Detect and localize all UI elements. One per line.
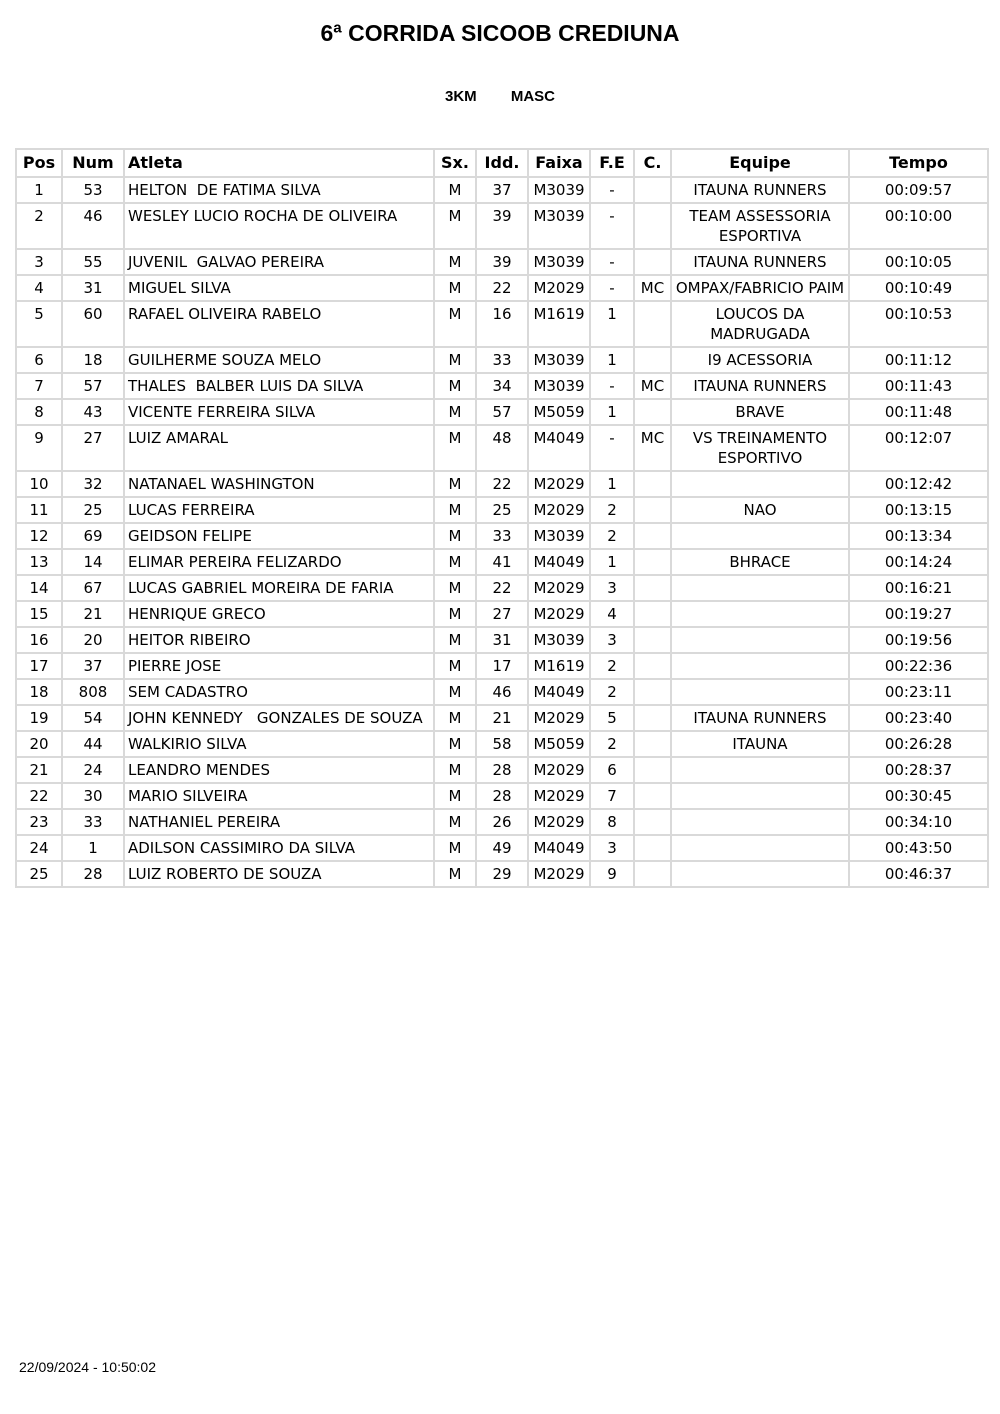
cell-fe: 1 (590, 347, 634, 373)
cell-idd: 26 (476, 809, 528, 835)
cell-pos: 2 (16, 203, 62, 249)
table-row (16, 523, 988, 549)
cell-sx: M (434, 425, 476, 471)
cell-atleta: GUILHERME SOUZA MELO (124, 347, 434, 373)
cell-idd: 46 (476, 679, 528, 705)
cell-atleta: JUVENIL GALVAO PEREIRA (124, 249, 434, 275)
cell-equipe: ITAUNA RUNNERS (671, 177, 849, 203)
cell-faixa: M2029 (528, 783, 590, 809)
cell-idd: 28 (476, 757, 528, 783)
cell-atleta: WESLEY LUCIO ROCHA DE OLIVEIRA (124, 203, 434, 249)
cell-equipe (671, 523, 849, 549)
cell-c (634, 399, 671, 425)
column-header-tempo: Tempo (849, 149, 988, 177)
cell-tempo: 00:10:05 (849, 249, 988, 275)
cell-faixa: M2029 (528, 471, 590, 497)
cell-fe: 7 (590, 783, 634, 809)
cell-pos: 19 (16, 705, 62, 731)
cell-num: 32 (62, 471, 124, 497)
cell-atleta: ELIMAR PEREIRA FELIZARDO (124, 549, 434, 575)
cell-atleta: LUIZ ROBERTO DE SOUZA (124, 861, 434, 887)
cell-pos: 7 (16, 373, 62, 399)
cell-faixa: M4049 (528, 679, 590, 705)
cell-equipe (671, 575, 849, 601)
results-table (15, 148, 989, 888)
cell-idd: 22 (476, 275, 528, 301)
cell-pos: 8 (16, 399, 62, 425)
cell-tempo: 00:43:50 (849, 835, 988, 861)
cell-fe: 3 (590, 575, 634, 601)
cell-fe: 1 (590, 549, 634, 575)
cell-c: MC (634, 275, 671, 301)
cell-idd: 33 (476, 523, 528, 549)
category-label: MASC (510, 88, 555, 105)
cell-num: 808 (62, 679, 124, 705)
cell-fe: 4 (590, 601, 634, 627)
cell-sx: M (434, 497, 476, 523)
cell-pos: 20 (16, 731, 62, 757)
cell-sx: M (434, 275, 476, 301)
cell-tempo: 00:28:37 (849, 757, 988, 783)
cell-c (634, 835, 671, 861)
cell-tempo: 00:12:07 (849, 425, 988, 471)
table-row (16, 497, 988, 523)
column-header-num: Num (62, 149, 124, 177)
cell-equipe: I9 ACESSORIA (671, 347, 849, 373)
cell-fe: 2 (590, 653, 634, 679)
cell-faixa: M3039 (528, 177, 590, 203)
cell-num: 54 (62, 705, 124, 731)
table-row (16, 549, 988, 575)
cell-idd: 21 (476, 705, 528, 731)
cell-num: 60 (62, 301, 124, 347)
cell-atleta: HENRIQUE GRECO (124, 601, 434, 627)
cell-tempo: 00:14:24 (849, 549, 988, 575)
cell-c (634, 177, 671, 203)
cell-fe: - (590, 177, 634, 203)
cell-equipe (671, 679, 849, 705)
cell-sx: M (434, 399, 476, 425)
cell-c (634, 249, 671, 275)
cell-c (634, 549, 671, 575)
cell-fe: 1 (590, 471, 634, 497)
table-row (16, 835, 988, 861)
cell-num: 55 (62, 249, 124, 275)
cell-idd: 27 (476, 601, 528, 627)
cell-sx: M (434, 347, 476, 373)
cell-faixa: M2029 (528, 275, 590, 301)
cell-pos: 22 (16, 783, 62, 809)
cell-pos: 15 (16, 601, 62, 627)
cell-faixa: M2029 (528, 601, 590, 627)
cell-c: MC (634, 425, 671, 471)
cell-sx: M (434, 679, 476, 705)
cell-equipe (671, 861, 849, 887)
cell-sx: M (434, 731, 476, 757)
cell-idd: 34 (476, 373, 528, 399)
cell-atleta: LUIZ AMARAL (124, 425, 434, 471)
cell-fe: 2 (590, 523, 634, 549)
cell-num: 69 (62, 523, 124, 549)
table-row (16, 601, 988, 627)
cell-equipe: TEAM ASSESSORIA ESPORTIVA (671, 203, 849, 249)
cell-equipe (671, 653, 849, 679)
cell-c (634, 497, 671, 523)
distance-label: 3KM (444, 88, 477, 105)
cell-faixa: M5059 (528, 731, 590, 757)
cell-atleta: MARIO SILVEIRA (124, 783, 434, 809)
cell-idd: 31 (476, 627, 528, 653)
cell-faixa: M3039 (528, 523, 590, 549)
cell-pos: 24 (16, 835, 62, 861)
cell-tempo: 00:30:45 (849, 783, 988, 809)
cell-sx: M (434, 523, 476, 549)
cell-equipe (671, 835, 849, 861)
cell-idd: 39 (476, 249, 528, 275)
cell-fe: 3 (590, 627, 634, 653)
cell-num: 30 (62, 783, 124, 809)
cell-equipe: VS TREINAMENTO ESPORTIVO (671, 425, 849, 471)
cell-tempo: 00:10:53 (849, 301, 988, 347)
cell-c (634, 757, 671, 783)
cell-sx: M (434, 601, 476, 627)
cell-faixa: M2029 (528, 757, 590, 783)
cell-fe: 8 (590, 809, 634, 835)
cell-equipe (671, 809, 849, 835)
table-row (16, 177, 988, 203)
table-row (16, 679, 988, 705)
table-row (16, 471, 988, 497)
cell-c (634, 627, 671, 653)
cell-tempo: 00:34:10 (849, 809, 988, 835)
cell-c (634, 301, 671, 347)
cell-c (634, 783, 671, 809)
cell-sx: M (434, 203, 476, 249)
table-row (16, 809, 988, 835)
cell-faixa: M2029 (528, 497, 590, 523)
subtitle (0, 88, 1000, 105)
table-row (16, 203, 988, 249)
table-row (16, 731, 988, 757)
cell-fe: 5 (590, 705, 634, 731)
cell-equipe (671, 471, 849, 497)
table-row (16, 627, 988, 653)
cell-atleta: WALKIRIO SILVA (124, 731, 434, 757)
cell-num: 14 (62, 549, 124, 575)
cell-pos: 3 (16, 249, 62, 275)
cell-atleta: LUCAS GABRIEL MOREIRA DE FARIA (124, 575, 434, 601)
cell-pos: 18 (16, 679, 62, 705)
cell-c: MC (634, 373, 671, 399)
header-row (16, 149, 988, 177)
cell-atleta: VICENTE FERREIRA SILVA (124, 399, 434, 425)
cell-equipe (671, 627, 849, 653)
results-body (16, 177, 988, 887)
cell-num: 43 (62, 399, 124, 425)
cell-sx: M (434, 177, 476, 203)
cell-num: 57 (62, 373, 124, 399)
cell-equipe: OMPAX/FABRICIO PAIM (671, 275, 849, 301)
column-header-fe: F.E (590, 149, 634, 177)
table-row (16, 249, 988, 275)
cell-tempo: 00:26:28 (849, 731, 988, 757)
cell-tempo: 00:19:27 (849, 601, 988, 627)
cell-faixa: M3039 (528, 627, 590, 653)
column-header-sx: Sx. (434, 149, 476, 177)
cell-sx: M (434, 809, 476, 835)
cell-c (634, 471, 671, 497)
cell-atleta: HEITOR RIBEIRO (124, 627, 434, 653)
cell-idd: 22 (476, 575, 528, 601)
cell-atleta: LUCAS FERREIRA (124, 497, 434, 523)
cell-atleta: JOHN KENNEDY GONZALES DE SOUZA (124, 705, 434, 731)
cell-num: 24 (62, 757, 124, 783)
cell-sx: M (434, 653, 476, 679)
cell-tempo: 00:13:34 (849, 523, 988, 549)
table-row (16, 301, 988, 347)
cell-idd: 39 (476, 203, 528, 249)
cell-num: 18 (62, 347, 124, 373)
table-row (16, 653, 988, 679)
cell-sx: M (434, 373, 476, 399)
cell-tempo: 00:46:37 (849, 861, 988, 887)
cell-faixa: M4049 (528, 425, 590, 471)
cell-atleta: PIERRE JOSE (124, 653, 434, 679)
cell-fe: 2 (590, 679, 634, 705)
cell-equipe: ITAUNA RUNNERS (671, 249, 849, 275)
cell-idd: 25 (476, 497, 528, 523)
cell-tempo: 00:23:40 (849, 705, 988, 731)
cell-tempo: 00:11:48 (849, 399, 988, 425)
cell-fe: 2 (590, 497, 634, 523)
column-header-atleta: Atleta (124, 149, 434, 177)
cell-fe: 3 (590, 835, 634, 861)
cell-fe: 1 (590, 301, 634, 347)
cell-faixa: M3039 (528, 249, 590, 275)
cell-tempo: 00:10:00 (849, 203, 988, 249)
cell-tempo: 00:23:11 (849, 679, 988, 705)
cell-sx: M (434, 549, 476, 575)
cell-equipe: ITAUNA (671, 731, 849, 757)
cell-c (634, 705, 671, 731)
cell-atleta: THALES BALBER LUIS DA SILVA (124, 373, 434, 399)
cell-tempo: 00:09:57 (849, 177, 988, 203)
cell-sx: M (434, 249, 476, 275)
table-row (16, 373, 988, 399)
cell-faixa: M3039 (528, 373, 590, 399)
cell-equipe: NAO (671, 497, 849, 523)
column-header-c: C. (634, 149, 671, 177)
cell-pos: 17 (16, 653, 62, 679)
cell-fe: 1 (590, 399, 634, 425)
cell-num: 27 (62, 425, 124, 471)
cell-pos: 9 (16, 425, 62, 471)
table-row (16, 347, 988, 373)
cell-tempo: 00:11:12 (849, 347, 988, 373)
cell-fe: - (590, 203, 634, 249)
cell-sx: M (434, 861, 476, 887)
cell-faixa: M3039 (528, 203, 590, 249)
cell-num: 21 (62, 601, 124, 627)
cell-sx: M (434, 471, 476, 497)
cell-pos: 14 (16, 575, 62, 601)
cell-c (634, 203, 671, 249)
cell-c (634, 601, 671, 627)
cell-num: 53 (62, 177, 124, 203)
cell-equipe: LOUCOS DA MADRUGADA (671, 301, 849, 347)
cell-c (634, 575, 671, 601)
cell-pos: 1 (16, 177, 62, 203)
cell-equipe: ITAUNA RUNNERS (671, 705, 849, 731)
cell-idd: 49 (476, 835, 528, 861)
cell-idd: 48 (476, 425, 528, 471)
cell-sx: M (434, 757, 476, 783)
cell-equipe: BRAVE (671, 399, 849, 425)
cell-atleta: ADILSON CASSIMIRO DA SILVA (124, 835, 434, 861)
cell-pos: 25 (16, 861, 62, 887)
footer-timestamp: 22/09/2024 - 10:50:02 (19, 1359, 157, 1375)
cell-fe: - (590, 275, 634, 301)
cell-pos: 11 (16, 497, 62, 523)
cell-sx: M (434, 835, 476, 861)
cell-equipe (671, 783, 849, 809)
cell-idd: 57 (476, 399, 528, 425)
cell-atleta: GEIDSON FELIPE (124, 523, 434, 549)
column-header-idd: Idd. (476, 149, 528, 177)
cell-pos: 5 (16, 301, 62, 347)
cell-sx: M (434, 783, 476, 809)
table-row (16, 757, 988, 783)
column-header-equipe: Equipe (671, 149, 849, 177)
cell-num: 37 (62, 653, 124, 679)
cell-equipe: ITAUNA RUNNERS (671, 373, 849, 399)
cell-idd: 58 (476, 731, 528, 757)
table-row (16, 399, 988, 425)
cell-equipe (671, 757, 849, 783)
cell-pos: 21 (16, 757, 62, 783)
cell-c (634, 731, 671, 757)
cell-num: 67 (62, 575, 124, 601)
table-row (16, 861, 988, 887)
table-row (16, 783, 988, 809)
cell-tempo: 00:11:43 (849, 373, 988, 399)
cell-faixa: M4049 (528, 549, 590, 575)
cell-tempo: 00:13:15 (849, 497, 988, 523)
cell-idd: 29 (476, 861, 528, 887)
cell-c (634, 523, 671, 549)
cell-atleta: LEANDRO MENDES (124, 757, 434, 783)
cell-faixa: M2029 (528, 809, 590, 835)
cell-atleta: HELTON DE FATIMA SILVA (124, 177, 434, 203)
cell-fe: - (590, 373, 634, 399)
cell-fe: - (590, 425, 634, 471)
cell-idd: 22 (476, 471, 528, 497)
cell-equipe (671, 601, 849, 627)
cell-idd: 37 (476, 177, 528, 203)
cell-c (634, 347, 671, 373)
cell-num: 33 (62, 809, 124, 835)
column-header-faixa: Faixa (528, 149, 590, 177)
cell-faixa: M4049 (528, 835, 590, 861)
cell-atleta: RAFAEL OLIVEIRA RABELO (124, 301, 434, 347)
cell-pos: 4 (16, 275, 62, 301)
cell-equipe: BHRACE (671, 549, 849, 575)
cell-c (634, 679, 671, 705)
cell-pos: 13 (16, 549, 62, 575)
cell-sx: M (434, 575, 476, 601)
cell-tempo: 00:16:21 (849, 575, 988, 601)
cell-sx: M (434, 705, 476, 731)
cell-faixa: M1619 (528, 653, 590, 679)
cell-idd: 33 (476, 347, 528, 373)
cell-tempo: 00:10:49 (849, 275, 988, 301)
cell-idd: 16 (476, 301, 528, 347)
cell-pos: 6 (16, 347, 62, 373)
cell-tempo: 00:12:42 (849, 471, 988, 497)
cell-idd: 41 (476, 549, 528, 575)
cell-num: 20 (62, 627, 124, 653)
cell-num: 1 (62, 835, 124, 861)
cell-faixa: M5059 (528, 399, 590, 425)
cell-num: 28 (62, 861, 124, 887)
cell-tempo: 00:22:36 (849, 653, 988, 679)
table-row (16, 705, 988, 731)
table-row (16, 425, 988, 471)
cell-c (634, 653, 671, 679)
cell-idd: 17 (476, 653, 528, 679)
cell-faixa: M2029 (528, 705, 590, 731)
cell-fe: 2 (590, 731, 634, 757)
table-row (16, 575, 988, 601)
cell-atleta: SEM CADASTRO (124, 679, 434, 705)
cell-pos: 10 (16, 471, 62, 497)
cell-num: 25 (62, 497, 124, 523)
cell-faixa: M2029 (528, 575, 590, 601)
cell-sx: M (434, 627, 476, 653)
cell-idd: 28 (476, 783, 528, 809)
cell-faixa: M2029 (528, 861, 590, 887)
cell-pos: 12 (16, 523, 62, 549)
table-row (16, 275, 988, 301)
cell-atleta: NATHANIEL PEREIRA (124, 809, 434, 835)
cell-c (634, 809, 671, 835)
cell-fe: 9 (590, 861, 634, 887)
cell-num: 46 (62, 203, 124, 249)
cell-faixa: M3039 (528, 347, 590, 373)
page-title: 6ª CORRIDA SICOOB CREDIUNA (320, 20, 680, 46)
cell-sx: M (434, 301, 476, 347)
cell-fe: - (590, 249, 634, 275)
cell-num: 44 (62, 731, 124, 757)
cell-pos: 23 (16, 809, 62, 835)
cell-num: 31 (62, 275, 124, 301)
cell-pos: 16 (16, 627, 62, 653)
cell-atleta: NATANAEL WASHINGTON (124, 471, 434, 497)
cell-tempo: 00:19:56 (849, 627, 988, 653)
cell-fe: 6 (590, 757, 634, 783)
cell-faixa: M1619 (528, 301, 590, 347)
cell-atleta: MIGUEL SILVA (124, 275, 434, 301)
cell-c (634, 861, 671, 887)
column-header-pos: Pos (16, 149, 62, 177)
